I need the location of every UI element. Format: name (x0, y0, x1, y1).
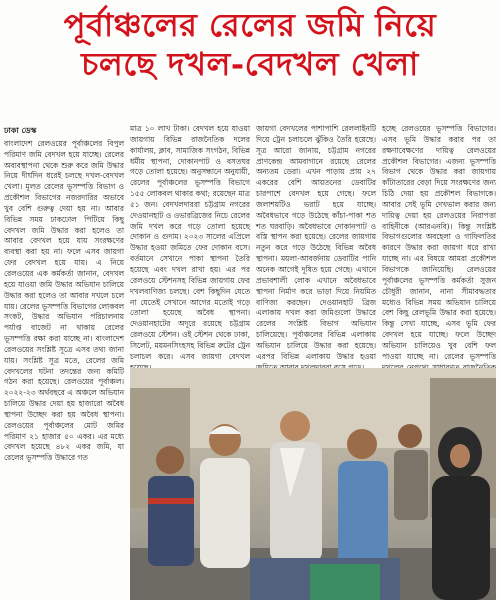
news-photo (130, 368, 496, 600)
headline-line-2: চলছে দখল-বেদখল খেলা (81, 45, 419, 84)
headline-line-1: পূর্বাঞ্চলের রেলের জমি নিয়ে (63, 6, 437, 44)
article-column-3-text: জায়গা বেদখলের পাশাপাশি রেললাইনটি দিয়ে ট্রেন চলাচলে ঝুঁকিও তৈরি হয়েছে। সূত্র আরো জানায়, চট্টগ্রাম নগরের প্রাণকেন্দ্র আমবাগানে রয়েছে রেলের অন্যতম ডেরা। এখন পাড়ায় প্রায় ২৭ একরের বেশি আয়তনের ডেবাটির চারপাশে বেদখল হয়ে গেছে। ফলে জলাশয়টিও ভরাট হয়ে যাচ্ছে। অবৈধভাবে গড়ে উঠেছে কাঁচা-পাকা শত শত ঘরবাড়ি। অবৈধভাবে দোকানপাট ও বস্তি স্থাপন করা হয়েছে। রেলের জায়গায় নতুন করে গড়ে উঠেছে বিভিন্ন অবৈধ স্থাপনা। ময়লা-আবর্জনায় ডেবাটির পানি অনেক আগেই দূষিত হয়ে গেছে। এখানে প্রভাবশালী লোক এখানে অবৈধভাবে স্থাপনা নির্মাণ করে ভাড়া দিয়ে নিয়মিত বাণিজ্য করছেন। দেওয়ানহাট ব্রিজ এলাকায় দখল করা জমিগুলো উদ্ধারে রেলের সংশ্লিষ্ট বিভাগ অভিযান চালিয়েছে। পূর্বাঞ্চলের বিভিন্ন এলাকায় অভিযান চালিয়ে উদ্ধার করা হয়েছে। এরপর বিভিন্ন এলাকায় উদ্ধার হওয়া (256, 124, 376, 361)
person-hijab (432, 427, 490, 600)
article-column-4-text: হচ্ছে রেলওয়ের ভূসম্পত্তি বিভাগের। এসব ভূমি উদ্ধার করার পর তা রক্ষণাবেক্ষণের দায়িত্ব রেলওয়ের প্রকৌশল বিভাগের। এজন্য ভূসম্পত্তি বিভাগ থেকে উদ্ধার করা জায়গায় কাঁটাতারের বেড়া দিয়ে সংরক্ষণের জন্য চিঠি দেয়া হয় প্রকৌশল বিভাগকে। আবার সেই ভূমি দেখভাল করার জন্য দায়িত্ব দেয়া হয় রেলওয়ের নিরাপত্তা বাহিনীকে (আরএনবি)। কিন্তু সংশ্লিষ্ট বিভাগগুলোর অবহেলা ও গাফিলতির কারণে উদ্ধার করা জায়গা ধরে রাখা যাচ্ছে না। এর বিষয়ে আমরা প্রকৌশল বিভাগকে জানিয়েছি। রেলওয়ের পূর্বাঞ্চলের ভূসম্পত্তি কর্মকর্তা সুজন চৌধুরী জানান, নানা সীমাবদ্ধতার মধ্যেও বিভিন্ন সময় অভিযান চালিয়ে বেশ কিছু রেলভূমি উদ্ধার করা হয়েছে। কিন্তু সেখা যাচ্ছে, এসব ভূমি ফের বেদখল হয়ে যাচ্ছে। ফলে উচ্ছেদ অভিযান চালিয়েও খুব বেশি ফল পাওয়া যাচ্ছে না। রেলের ভূসম্পত্তি (382, 124, 496, 361)
article-column-2-text: মাত্র ১০ লাখ টাকা। বেদখল হয়ে যাওয়া জায়গায় বিভিন্ন রাজনৈতিক দলের কার্যালয়, ক্লাব, সামাজিক সংগঠন, বিভিন্ন ধর্মীয় স্থাপনা, দোকানপাট ও বসতঘর গড়ে তোলা হয়েছে। অনুসন্ধানে অনুযায়ী, রেলের পূর্বাঞ্চলের ভূসম্পত্তি বিভাগে ১৫৫ লোকবল থাকার কথা; রয়েছেন মাত্র ৫১ জন। বেদখলদাররা চট্টগ্রাম নগরের দেওয়ানহাট ও ওভারব্রিজের নিচে রেলের জমি দখল করে গড়ে তোলা হয়েছে দোকান ও গুদাম। ২০২৩ সালের এপ্রিলে উদ্ধার হওয়া জমিতে ফের দোকান বসে। বর্তমানে সেখানে পাকা স্থাপনা তৈরি হয়েছে এবং দখল রাখা হয়। এর পর রেলওয়ে স্টেশনসহ বিভিন্ন জায়গায় ফের দখলবাণিজ্য চলছে। বেশ কিছুদিন যেতে না যেতেই সেখানে আগের মতোই গড়ে তোলা হয়েছে অবৈধ স্থাপনা। দেওয়ানহাটের অদূরে রয়েছে চট্টগ্রাম রেলওয়ে স্টেশন। ওই স্টেশন থেকে ঢাকা, সিলেট, ময়মনসিংহসহ বিভিন্ন রুটের ট্রেন চলাচল করে। এসব জায়গা বেদখল (130, 124, 250, 361)
article-body (4, 124, 496, 600)
person-blue-shirt (338, 429, 388, 571)
article-column-3 (256, 124, 376, 364)
article-column-2 (130, 124, 250, 364)
headline (0, 6, 500, 84)
article-column-1-text: বাংলাদেশ রেলওয়ের পূর্বাঞ্চলের বিপুল পরিমাণ জমি বেদখল হয়ে যাচ্ছে। রেলের অব্যবস্থাপনা থেকে শুরু করে জমি উদ্ধার নিয়ে দীর্ঘদিন ধরেই চলছে দখল-বেদখল খেলা। মূলত রেলের ভূসম্পত্তি বিভাগ ও প্রকৌশল বিভাগের নজরদারির অভাবে খুব বেশি গুরুত্ব দেয়া হয় না। আবার বিভিন্ন সময় ঢাকঢোল পিটিয়ে কিছু বেদখল জমি উদ্ধার করা হলেও তা আবার বেদখল হয়ে যায় সংরক্ষণের ব্যবস্থা করা হয় না। ফলে এসব জায়গা ফের বেদখল হয়ে যায়। এ নিয়ে রেলওয়ের এক কর্মকর্তা জানান, বেদখল হয়ে যাওয়া জমি উদ্ধার অভিযান চালিয়ে উদ্ধার করা হলেও তা আবার দখলে চলে যায়। রেলের ভূসম্পত্তি বিভাগের লোকবল সংকট, উদ্ধার অভিযান পরিচালনায় পর্যাপ্ত বাজেট না থাকায় রেলের ভূসম্পত্তি রক্ষা করা যাচ্ছে না। বাংলাদেশ রেলওয়ের সংশ্লিষ্ট সূত্রে এসব তথ্য জানা যায়। সংশ্লিষ্ট সূত্র মতে, রেলের জমি বেদখলের ঘটনা তদন্তের জন্য কমিটি গঠন করা হয়েছে। রেলওয়ের পূর্বাঞ্চল। ২০২২-২৩ অর্থবছরে এ অঞ্চলে অভিযান চালিয়ে উদ্ধার দেয়া হয় হাজারো অবৈধ স্থাপনা উচ্ছেদ করা হয় অবৈধ স্থাপনা। রেলওয়ের পূর্বাঞ্চলের মোট জমির পরিমাণ ২১ হাজার ৫০ একর। এর মধ্যে বেদখল হয়েছে ৪৮২ একর জমি, যা রেলের ভূসম্পত্তি উদ্ধারে গত (4, 138, 124, 463)
article-column-1 (4, 126, 124, 600)
dateline: ঢাকা ডেস্ক (4, 126, 37, 135)
news-photo-illustration (130, 368, 496, 600)
